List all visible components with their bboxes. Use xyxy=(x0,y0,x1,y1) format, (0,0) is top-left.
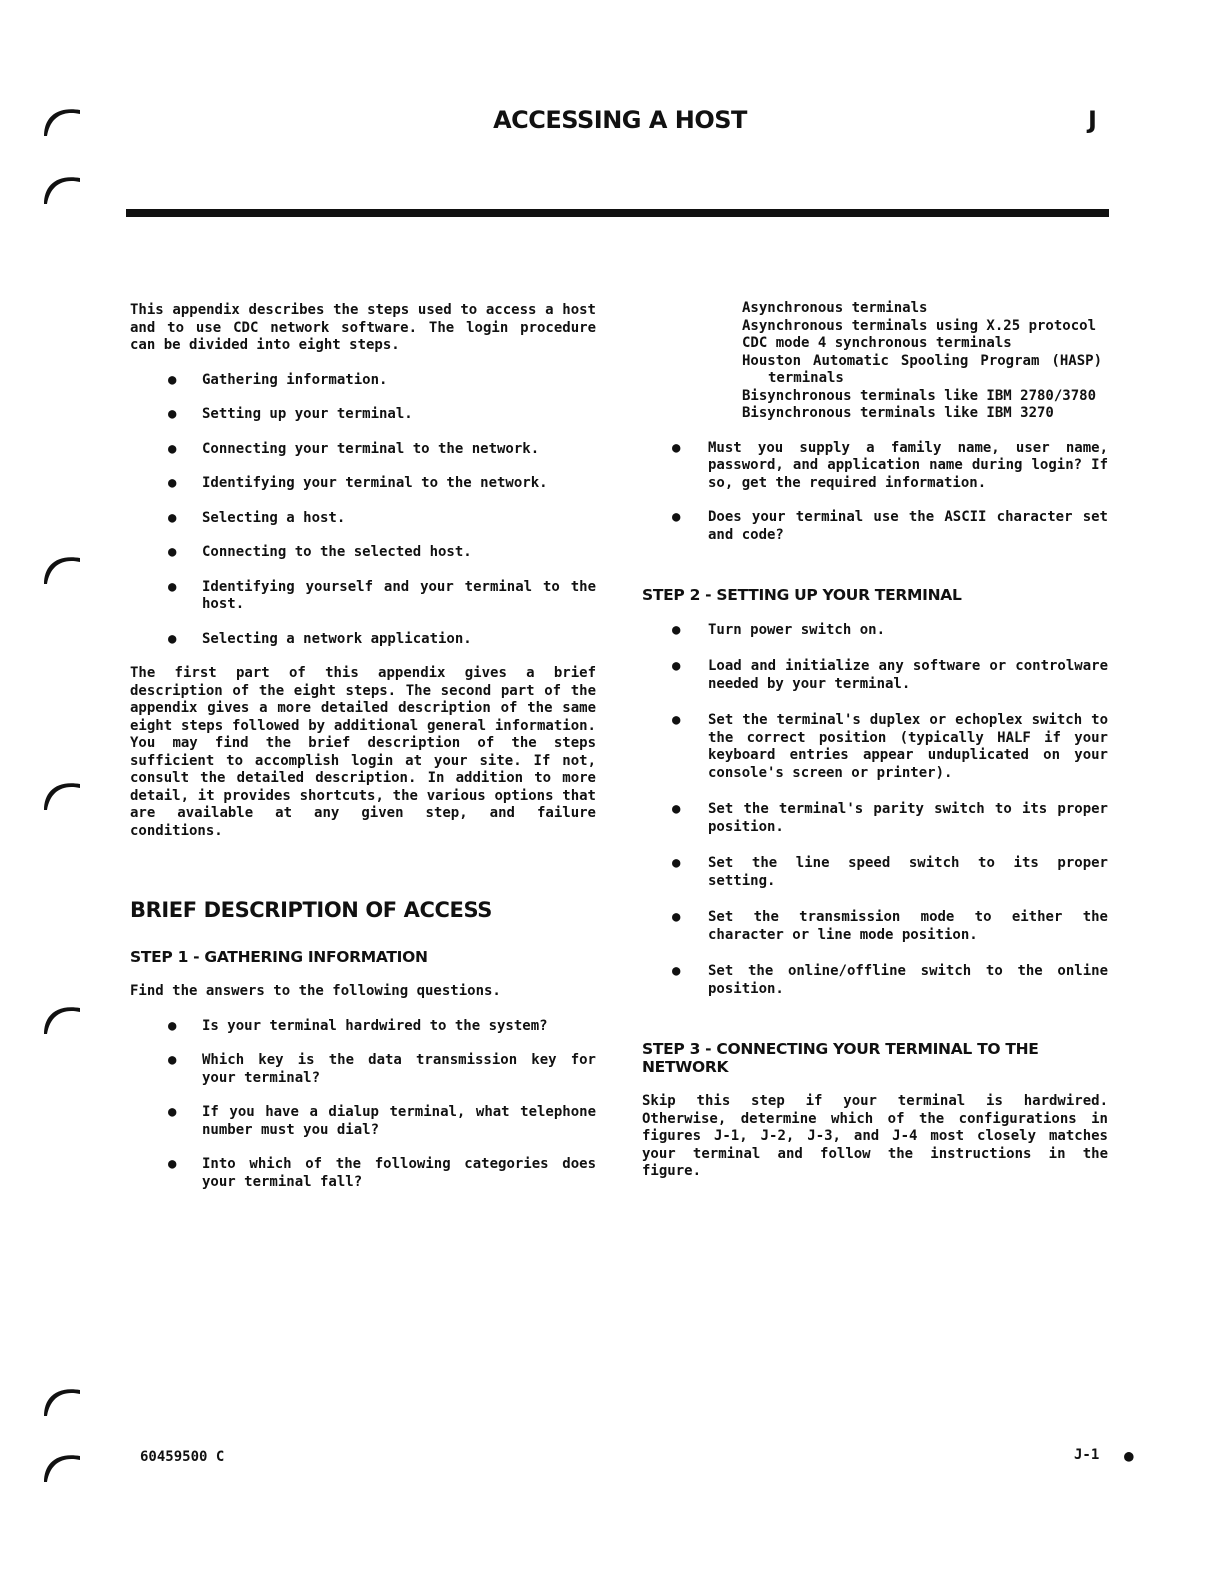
list-item: ● Connecting your terminal to the network. xyxy=(168,440,540,457)
description-paragraph: The first part of this appendix gives a brief description of the eight steps. The second part of the appendix gives a more detailed description of the same eight steps followed by additional general information. You may find the brief description of the steps sufficient to accomplish login at your site. If not, consult the detailed description. In addition to more detail, it provides shortcuts, the various options that are available at any given step, and failure conditions. xyxy=(130,665,596,839)
bullet-icon: ● xyxy=(672,621,681,638)
appendix-letter: J xyxy=(1088,106,1097,134)
step1-heading: STEP 1 - GATHERING INFORMATION xyxy=(130,947,428,966)
bullet-icon: ● xyxy=(168,406,177,422)
bullet-icon: ● xyxy=(168,509,177,526)
bullet-icon: ● xyxy=(168,544,177,560)
bullet-icon: ● xyxy=(168,475,177,491)
step2-list xyxy=(642,622,1108,999)
page-number: J-1 xyxy=(1074,1447,1100,1463)
step3-heading: STEP 3 - CONNECTING YOUR TERMINAL TO THE NETWORK xyxy=(642,1040,1039,1076)
right-column xyxy=(642,300,1108,1181)
document-number: 60459500 C xyxy=(140,1449,225,1465)
bullet-icon: ● xyxy=(672,509,681,525)
list-item: ● Turn power switch on. xyxy=(672,621,886,638)
bullet-icon: ● xyxy=(168,630,177,647)
bullet-icon: ● xyxy=(672,439,681,456)
bullet-icon: ● xyxy=(672,963,681,979)
step2-heading: STEP 2 - SETTING UP YOUR TERMINAL xyxy=(642,586,962,604)
list-item: ● Into which of the following categories does your terminal fall? xyxy=(168,1156,596,1190)
terminal-categories-list xyxy=(742,300,1102,423)
list-item: ● Set the online/offline switch to the online position. xyxy=(672,963,1108,997)
section-heading: BRIEF DESCRIPTION OF ACCESS xyxy=(130,898,492,922)
list-item: ● Load and initialize any software or controlware needed by your terminal. xyxy=(672,658,1108,692)
page-title: ACCESSING A HOST xyxy=(493,106,747,134)
bullet-icon: ● xyxy=(168,1052,177,1068)
list-item: ● Connecting to the selected host. xyxy=(168,544,472,560)
list-item: Bisynchronous terminals like IBM 3270 xyxy=(742,405,1054,421)
list-item: CDC mode 4 synchronous terminals xyxy=(742,335,1012,351)
list-item: ● Does your terminal use the ASCII character set and code? xyxy=(672,509,1108,543)
bullet-icon: ● xyxy=(672,909,681,925)
binder-hole-icon xyxy=(38,100,86,140)
bullet-icon: ● xyxy=(168,1104,177,1120)
list-item: ● Which key is the data transmission key for your terminal? xyxy=(168,1052,596,1086)
list-item: ● Selecting a host. xyxy=(168,509,346,526)
bullet-icon: ● xyxy=(672,658,681,674)
bullet-icon: ● xyxy=(672,712,681,728)
list-item: ● Must you supply a family name, user name, password, and application name during login? If so, get the required information. xyxy=(672,439,1108,491)
list-item: ● Setting up your terminal. xyxy=(168,406,413,422)
list-item: ● Set the transmission mode to either the character or line mode position. xyxy=(672,909,1108,943)
list-item: Houston Automatic Spooling Program (HASP) terminals xyxy=(742,352,1102,386)
binder-hole-icon xyxy=(38,1380,86,1420)
login-steps-list xyxy=(130,372,596,649)
bullet-icon: ● xyxy=(672,855,681,871)
bullet-icon: ● xyxy=(168,578,177,595)
list-item: ● If you have a dialup terminal, what telephone number must you dial? xyxy=(168,1104,596,1138)
list-item: Asynchronous terminals xyxy=(742,300,928,316)
binder-hole-icon xyxy=(38,1446,86,1486)
binder-hole-icon xyxy=(38,998,86,1038)
list-item: ● Identifying yourself and your terminal to the host. xyxy=(168,578,596,612)
list-item: ● Set the terminal's duplex or echoplex switch to the correct position (typically HALF if your keyboard entries appear unduplicated on your console's screen or printer). xyxy=(672,712,1108,781)
list-item: ● Identifying your terminal to the network. xyxy=(168,475,548,491)
bullet-icon: ● xyxy=(168,1017,177,1034)
bullet-icon: ● xyxy=(672,801,681,817)
intro-paragraph: This appendix describes the steps used to access a host and to use CDC network software. The login procedure can be divided into eight steps. xyxy=(130,302,596,353)
binder-hole-icon xyxy=(38,168,86,208)
binder-hole-icon xyxy=(38,548,86,588)
bullet-icon: ● xyxy=(168,1156,177,1172)
step3-paragraph: Skip this step if your terminal is hardwired. Otherwise, determine which of the configurations in figures J-1, J-2, J-3, and J-4 most closely matches your terminal and follow the instructions in the figure. xyxy=(642,1093,1108,1179)
step1-more-questions-list xyxy=(642,440,1108,545)
list-item: ● Set the terminal's parity switch to its proper position. xyxy=(672,801,1108,835)
list-item: Asynchronous terminals using X.25 protocol xyxy=(742,317,1097,334)
list-item: ● Selecting a network application. xyxy=(168,630,472,647)
binder-hole-icon xyxy=(38,774,86,814)
list-item: ● Gathering information. xyxy=(168,371,388,388)
step1-intro: Find the answers to the following questions. xyxy=(130,983,501,999)
left-column xyxy=(130,302,596,1208)
list-item: ● Is your terminal hardwired to the system? xyxy=(168,1017,548,1034)
list-item: ● Set the line speed switch to its proper setting. xyxy=(672,855,1108,889)
list-item: Bisynchronous terminals like IBM 2780/3780 xyxy=(742,387,1097,404)
header-rule xyxy=(126,209,1109,217)
bullet-icon: ● xyxy=(1124,1446,1134,1465)
bullet-icon: ● xyxy=(168,440,177,457)
bullet-icon: ● xyxy=(168,371,177,388)
step1-questions-list xyxy=(130,1018,596,1192)
